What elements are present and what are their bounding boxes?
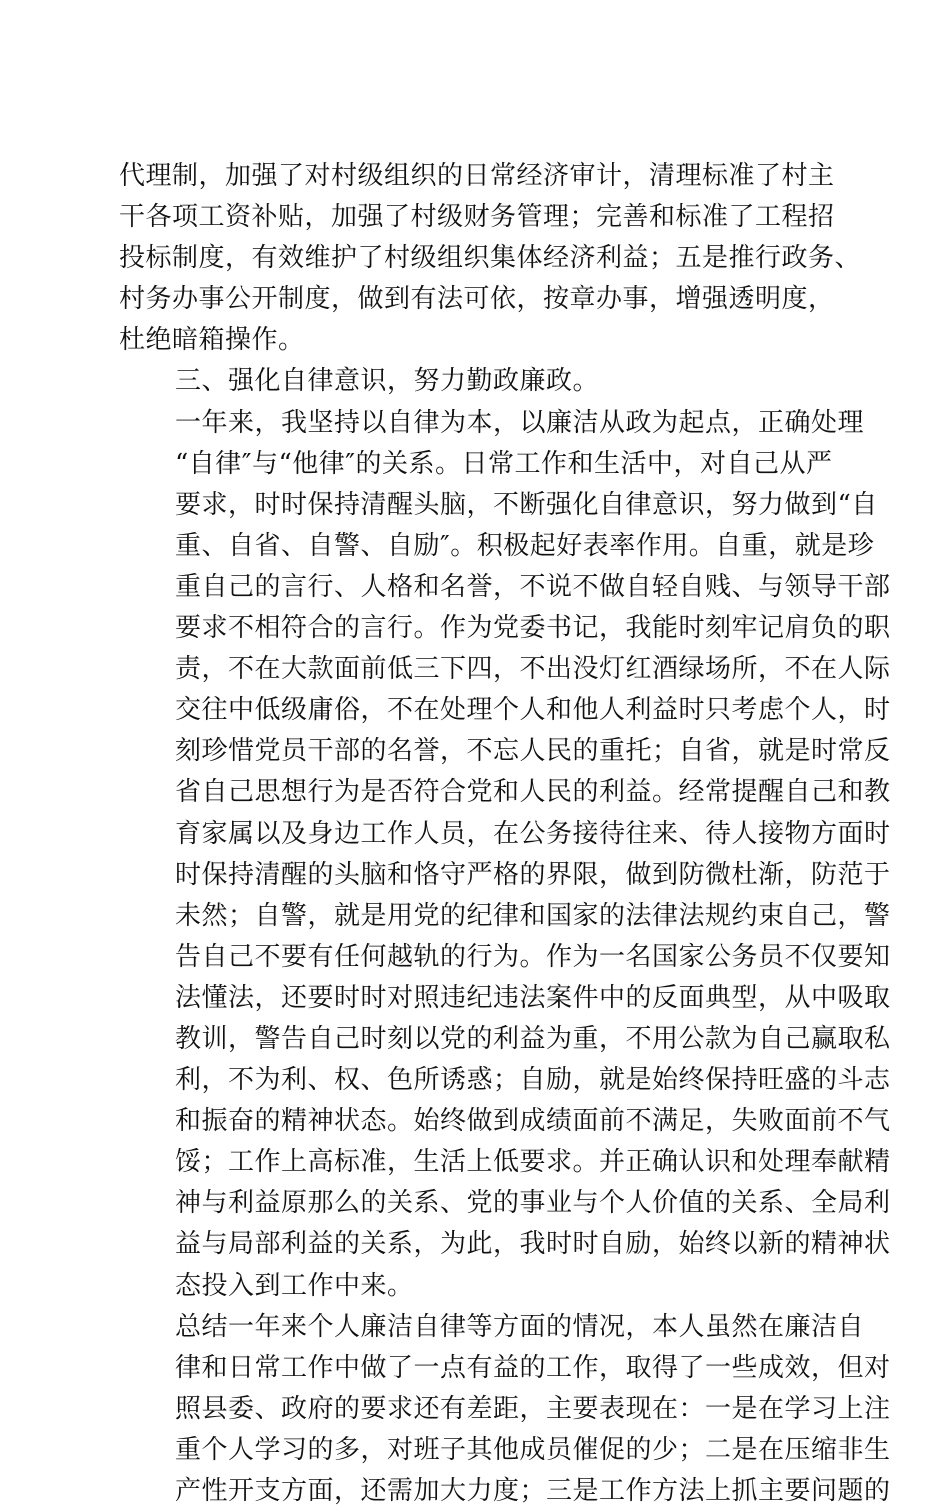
text-line: “自律″与“他律″的关系。日常工作和生活中，对自己从严 (175, 448, 833, 479)
text-line: 省自己思想行为是否符合党和人民的利益。经常提醒自己和教 (175, 777, 891, 808)
text-line: 重自己的言行、人格和名誉，不说不做自轻自贱、与领导干部 (175, 571, 891, 602)
text-line: 代理制，加强了对村级组织的日常经济审计，清理标准了村主 (119, 161, 835, 191)
text-line: 教训，警告自己时刻以党的利益为重，不用公款为自己赢取私 (175, 1023, 891, 1054)
text-line: 育家属以及身边工作人员，在公务接待往来、待人接物方面时 (175, 818, 891, 849)
paragraph (119, 403, 891, 1307)
paragraph (119, 361, 839, 402)
text-line: 村务办事公开制度，做到有法可依，按章办事，增强透明度， (119, 284, 835, 315)
text-line: 重、自省、自警、自励″。积极起好表率作用。自重，就是珍 (175, 530, 875, 561)
text-line: 益与局部利益的关系，为此，我时时自励，始终以新的精神状 (175, 1229, 891, 1260)
text-line: 总结一年来个人廉洁自律等方面的情况，本人虽然在廉洁自 (175, 1311, 865, 1342)
text-line: 要求不相符合的言行。作为党委书记，我能时刻牢记肩负的职 (175, 613, 891, 644)
text-line: 责，不在大款面前低三下四，不出没灯红酒绿场所，不在人际 (175, 654, 891, 685)
text-line: 刻珍惜党员干部的名誉，不忘人民的重托；自省，就是时常反 (175, 736, 891, 767)
text-line: 干各项工资补贴，加强了村级财务管理；完善和标准了工程招 (119, 202, 835, 233)
text-line: 利，不为利、权、色所诱惑；自励，就是始终保持旺盛的斗志 (175, 1065, 891, 1096)
text-line: 要求，时时保持清醒头脑，不断强化自律意识，努力做到“自 (175, 489, 878, 520)
text-line: 交往中低级庸俗，不在处理个人和他人利益时只考虑个人，时 (175, 695, 891, 726)
text-line: 时保持清醒的头脑和恪守严格的界限，做到防微杜渐，防范于 (175, 859, 891, 890)
document-body (119, 156, 891, 1512)
text-line: 杜绝暗箱操作。 (119, 325, 305, 356)
text-line: 神与利益原那么的关系、党的事业与个人价值的关系、全局利 (175, 1188, 891, 1219)
text-line: 法懂法，还要时时对照违纪违法案件中的反面典型，从中吸取 (175, 982, 891, 1013)
text-line: 投标制度，有效维护了村级组织集体经济利益；五是推行政务、 (119, 243, 862, 274)
text-line: 产性开支方面，还需加大力度；三是工作方法上抓主要问题的 (175, 1476, 891, 1506)
text-line: 重个人学习的多，对班子其他成员催促的少；二是在压缩非生 (175, 1434, 891, 1465)
paragraph (119, 156, 862, 361)
text-line: 和振奋的精神状态。始终做到成绩面前不满足，失败面前不气 (175, 1106, 891, 1137)
text-line: 三、强化自律意识，努力勤政廉政。 (175, 366, 600, 397)
text-line: 馁；工作上高标准，生活上低要求。并正确认识和处理奉献精 (175, 1147, 891, 1178)
text-line: 未然；自警，就是用党的纪律和国家的法律法规约束自己，警 (175, 900, 891, 931)
text-line: 告自己不要有任何越轨的行为。作为一名国家公务员不仅要知 (175, 941, 891, 972)
paragraph (119, 1307, 891, 1512)
text-line: 一年来，我坚持以自律为本，以廉洁从政为起点，正确处理 (175, 407, 865, 438)
text-line: 照县委、政府的要求还有差距，主要表现在：一是在学习上注 (175, 1393, 891, 1424)
text-line: 态投入到工作中来。 (175, 1270, 414, 1301)
text-line: 律和日常工作中做了一点有益的工作，取得了一些成效，但对 (175, 1352, 891, 1383)
